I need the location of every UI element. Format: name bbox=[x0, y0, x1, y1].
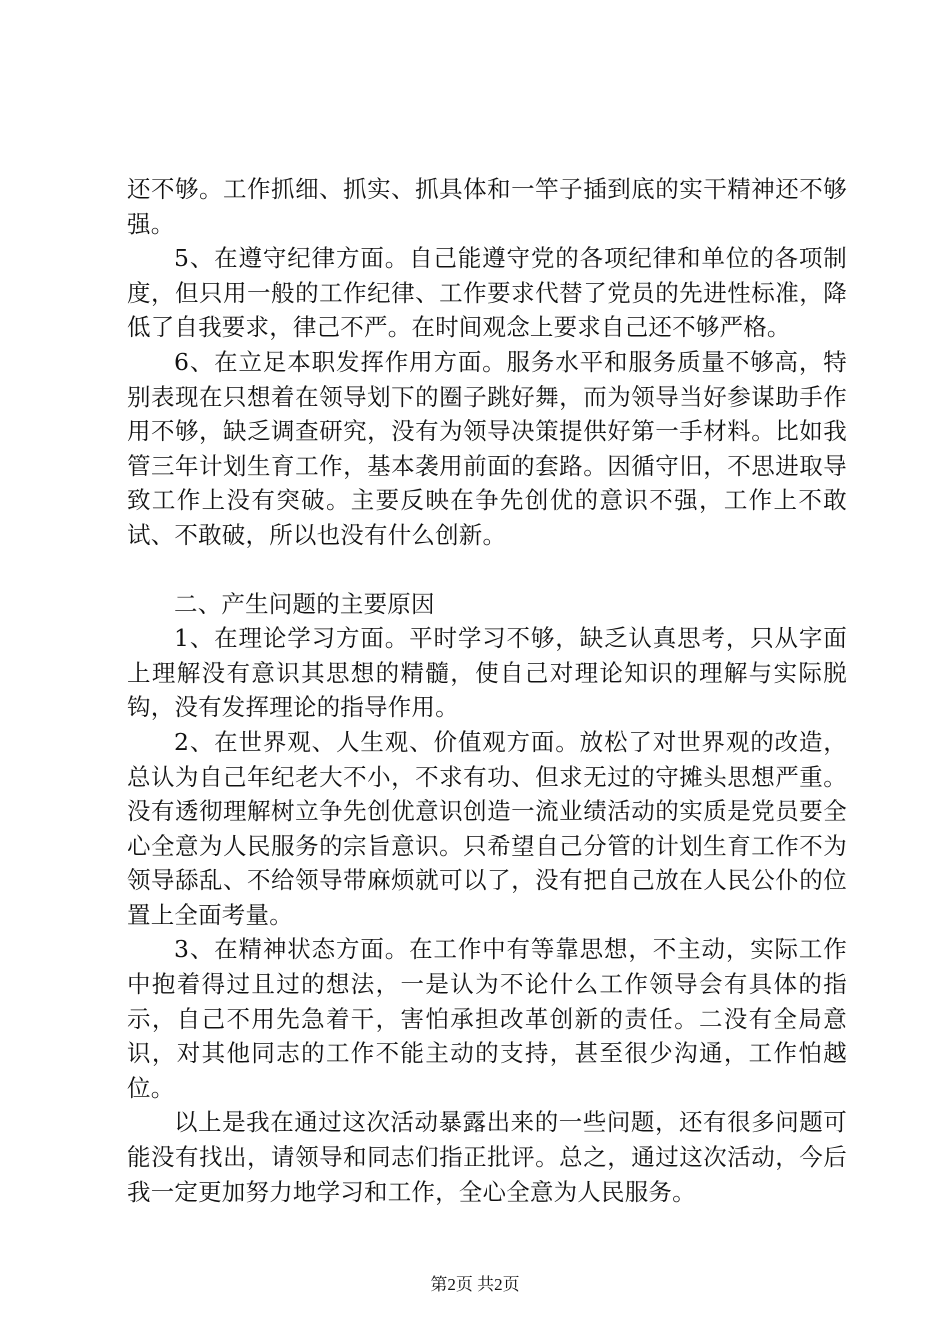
paragraph-mental-state: 3、在精神状态方面。在工作中有等靠思想，不主动，实际工作中抱着得过且过的想法，一是认为不论什么工作领导会有具体的指示，自己不用先急着干，害怕承担改革创新的责任。二没有全局意识，对其他同志的工作不能主动的支持，甚至很少沟通，工作怕越位。 bbox=[127, 935, 847, 1102]
paragraph-role: 6、在立足本职发挥作用方面。服务水平和服务质量不够高，特别表现在只想着在领导划下的圈子跳好舞，而为领导当好参谋助手作用不够，缺乏调查研究，没有为领导决策提供好第一手材料。比如我管三年计划生育工作，基本袭用前面的套路。因循守旧，不思进取导致工作上没有突破。主要反映在争先创优的意识不强，工作上不敢试、不敢破，所以也没有什么创新。 bbox=[127, 347, 847, 549]
document-body bbox=[127, 172, 847, 1209]
paragraph-conclusion: 以上是我在通过这次活动暴露出来的一些问题，还有很多问题可能没有找出，请领导和同志们指正批评。总之，通过这次活动，今后我一定更加努力地学习和工作，全心全意为人民服务。 bbox=[127, 1108, 847, 1206]
paragraph-continuation: 还不够。工作抓细、抓实、抓具体和一竿子插到底的实干精神还不够强。 bbox=[127, 175, 847, 238]
section-heading-causes: 二、产生问题的主要原因 bbox=[174, 589, 435, 618]
page-footer: 第2页 共2页 bbox=[430, 1275, 520, 1294]
paragraph-discipline: 5、在遵守纪律方面。自己能遵守党的各项纪律和单位的各项制度，但只用一般的工作纪律、工作要求代替了党员的先进性标准，降低了自我要求，律己不严。在时间观念上要求自己还不够严格。 bbox=[127, 244, 847, 342]
paragraph-worldview: 2、在世界观、人生观、价值观方面。放松了对世界观的改造，总认为自己年纪老大不小，不求有功、但求无过的守摊头思想严重。没有透彻理解树立争先创优意识创造一流业绩活动的实质是党员要全心全意为人民服务的宗旨意识。只希望自己分管的计划生育工作不为领导舔乱、不给领导带麻烦就可以了，没有把自己放在人民公仆的位置上全面考量。 bbox=[127, 727, 847, 929]
paragraph-theory-study: 1、在理论学习方面。平时学习不够，缺乏认真思考，只从字面上理解没有意识其思想的精髓，使自己对理论知识的理解与实际脱钩，没有发挥理论的指导作用。 bbox=[127, 624, 847, 722]
